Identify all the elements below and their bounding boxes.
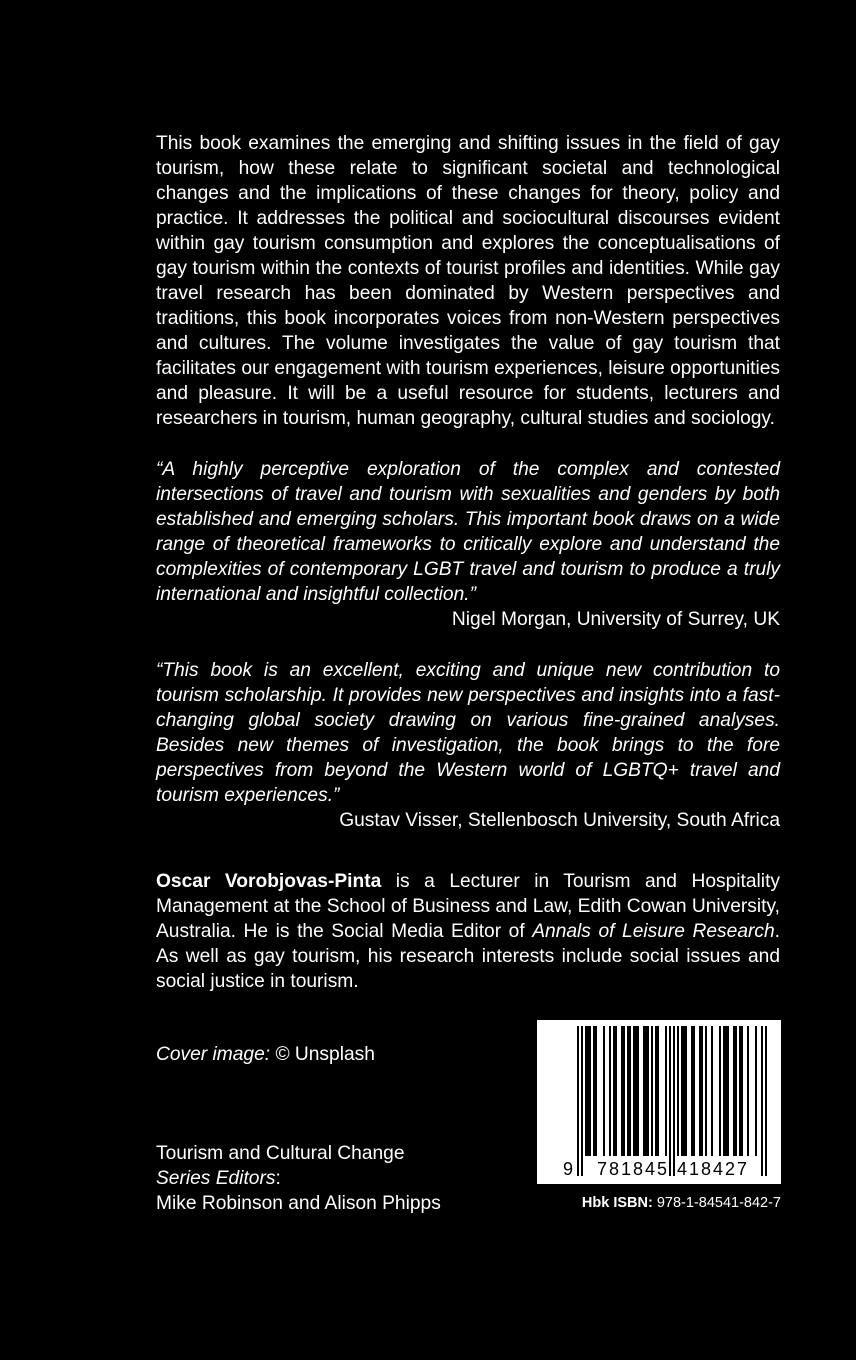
author-name: Oscar Vorobjovas-Pinta (156, 871, 382, 892)
barcode-bar (635, 1026, 637, 1156)
endorsement-quote (156, 658, 780, 833)
barcode-bar (643, 1026, 645, 1156)
barcode-bar (719, 1026, 721, 1156)
endorsement-quote (156, 457, 780, 632)
barcode-bar (645, 1026, 647, 1156)
barcode-bar (651, 1026, 653, 1156)
barcode-bar (705, 1026, 707, 1156)
barcode-bar (655, 1026, 657, 1156)
barcode-bar (665, 1026, 667, 1156)
barcode-bar (587, 1026, 589, 1156)
barcode-bar (595, 1026, 597, 1156)
isbn-barcode (537, 1020, 781, 1184)
author-bio-text-end: . As well as gay tourism, his research interests include social issues and social justice in tourism. (156, 921, 780, 992)
barcode-digit-lead: 9 (563, 1159, 574, 1179)
series-editors: Mike Robinson and Alison Phipps (156, 1193, 441, 1214)
series-info (156, 1141, 441, 1216)
barcode-bar (685, 1026, 687, 1156)
barcode-bar (677, 1026, 679, 1156)
barcode-bar (761, 1026, 763, 1176)
barcode-bar (683, 1026, 685, 1156)
barcode-bar (765, 1026, 767, 1176)
barcode-bar (693, 1026, 695, 1156)
isbn-text (537, 1194, 781, 1212)
cover-image-credit (156, 1042, 375, 1067)
isbn-label: Hbk ISBN: (581, 1195, 653, 1211)
series-name: Tourism and Cultural Change (156, 1143, 405, 1164)
endorsement-attribution: Gustav Visser, Stellenbosch University, South Africa (339, 810, 780, 831)
barcode-bar (699, 1026, 701, 1156)
barcode-bar (739, 1026, 741, 1156)
barcode-bar (629, 1026, 631, 1156)
barcode-bar (633, 1026, 635, 1156)
barcode-bar (681, 1026, 683, 1156)
isbn-value: 978-1-84541-842-7 (652, 1195, 781, 1211)
barcode-bar (735, 1026, 737, 1156)
barcode-bar (593, 1026, 595, 1156)
barcode-bar (691, 1026, 693, 1156)
barcode-bar (589, 1026, 591, 1156)
barcode-bar (613, 1026, 615, 1156)
barcode-bar (725, 1026, 727, 1156)
barcode-bar (657, 1026, 659, 1156)
barcode-bar (637, 1026, 639, 1156)
author-bio (156, 869, 780, 994)
barcode-bar (581, 1026, 583, 1176)
barcode-bar (747, 1026, 749, 1156)
barcode-bar (609, 1026, 611, 1156)
barcode-bar (647, 1026, 649, 1156)
barcode-graphic (537, 1020, 781, 1184)
barcode-bar (701, 1026, 703, 1156)
barcode-bar (755, 1026, 757, 1156)
barcode-bar (603, 1026, 605, 1156)
series-editors-label-line (156, 1166, 441, 1191)
series-editors-colon: : (275, 1168, 281, 1189)
barcode-bar (623, 1026, 625, 1156)
book-description: This book examines the emerging and shifting issues in the field of gay tourism, how these relate to significant societal and technological changes and the implications of these changes for theory, policy and practice. It addresses the political and sociocultural discourses evident within gay tourism consumption and explores the conceptualisations of gay tourism within the contexts of tourist profiles and identities. While gay travel research has been dominated by Western perspectives and traditions, this book incorporates voices from non-Western perspectives and cultures. The volume investigates the value of gay tourism that facilitates our engagement with tourism experiences, leisure opportunities and pleasure. It will be a useful resource for students, lecturers and researchers in tourism, human geography, cultural studies and sociology. (156, 133, 780, 429)
barcode-bar (585, 1026, 587, 1156)
journal-title: Annals of Leisure Research (532, 921, 775, 942)
barcode-bar (627, 1026, 629, 1156)
endorsement-text: “A highly perceptive exploration of the complex and contested intersections of travel and tourism with sexualities and genders by both established and emerging scholars. This important book draws on a wide range of theoretical frameworks to critically explore and understand the complexities of contemporary LGBT travel and tourism to produce a truly international and insightful collection.” (156, 459, 780, 605)
endorsement-attribution: Nigel Morgan, University of Surrey, UK (451, 609, 780, 630)
barcode-bar (621, 1026, 623, 1156)
barcode-bar (723, 1026, 725, 1156)
barcode-digits-left: 781845 (596, 1159, 670, 1179)
barcode-bar (673, 1026, 675, 1176)
barcode-bar (727, 1026, 729, 1156)
barcode-bar (615, 1026, 617, 1156)
cover-credit-label: Cover image: (156, 1044, 271, 1065)
barcode-bar (711, 1026, 713, 1156)
cover-credit-value: © Unsplash (270, 1044, 375, 1065)
series-editors-label: Series Editors (156, 1168, 276, 1189)
endorsement-text: “This book is an excellent, exciting and unique new contribution to tourism scholarship. It provides new perspectives and insights into a fast-changing global society drawing on various fine-grained analyses. Besides new themes of investigation, the book brings to the fore perspectives from beyond the Western world of LGBTQ+ travel and tourism experiences.” (156, 660, 780, 806)
barcode-bar (733, 1026, 735, 1156)
author-bio-text: is a Lecturer in Tourism and Hospitality Management at the School of Business and Law, Edith Cowan University, Australia. He is the Social Media Editor of (156, 871, 780, 942)
barcode-digits-right: 418427 (676, 1159, 750, 1179)
barcode-bar (741, 1026, 743, 1156)
barcode-bar (669, 1026, 671, 1176)
barcode-bar (577, 1026, 579, 1176)
